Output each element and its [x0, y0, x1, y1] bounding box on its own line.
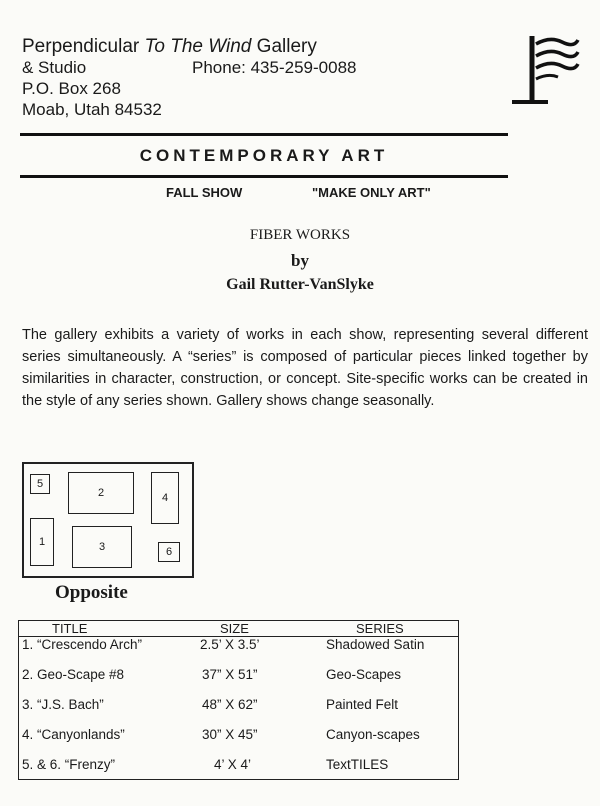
table-row-size: 30” X 45”	[202, 727, 258, 742]
po-box: P.O. Box 268	[22, 79, 121, 98]
table-row-title: 3. “J.S. Bach”	[22, 697, 104, 712]
layout-box-5: 5	[30, 474, 50, 494]
bottom-rule	[20, 175, 508, 178]
exhibit-by: by	[291, 251, 309, 270]
gallery-name-part: Gallery	[251, 36, 317, 57]
layout-box-2: 2	[68, 472, 134, 514]
table-row-series: Shadowed Satin	[326, 637, 425, 652]
table-row-series: Painted Felt	[326, 697, 399, 712]
table-row-series: Canyon-scapes	[326, 727, 420, 742]
city-address: Moab, Utah 84532	[22, 100, 162, 119]
table-row-size: 48” X 62”	[202, 697, 258, 712]
table-row-title: 4. “Canyonlands”	[22, 727, 125, 742]
gallery-name	[22, 36, 317, 58]
table-row-title: 2. Geo-Scape #8	[22, 667, 125, 682]
layout-map-label: Opposite	[55, 582, 128, 603]
table-row-size: 37” X 51”	[202, 667, 258, 682]
layout-box-6: 6	[158, 542, 180, 562]
fall-show-label: FALL SHOW	[166, 185, 243, 200]
layout-box-1: 1	[30, 518, 54, 566]
table-header-title: TITLE	[52, 621, 88, 636]
studio-line: & Studio	[22, 58, 87, 77]
table-row-size: 4’ X 4’	[214, 757, 252, 772]
gallery-name-part: Perpendicular	[22, 36, 145, 57]
table-header-size: SIZE	[220, 621, 249, 636]
layout-box-3: 3	[72, 526, 132, 568]
table-row-series: TextTILES	[326, 757, 389, 772]
gallery-name-italic: To The Wind	[144, 36, 252, 57]
top-rule	[20, 133, 508, 136]
layout-box-4: 4	[151, 472, 179, 524]
wind-flag-logo-icon	[510, 30, 580, 106]
phone-number: Phone: 435-259-0088	[192, 58, 357, 77]
table-row-series: Geo-Scapes	[326, 667, 402, 682]
contemporary-art-heading: CONTEMPORARY ART	[139, 146, 389, 165]
table-row-title: 1. “Crescendo Arch”	[22, 637, 143, 652]
artist-name: Gail Rutter-VanSlyke	[226, 276, 374, 293]
show-title: "MAKE ONLY ART"	[312, 185, 431, 200]
table-row-title: 5. & 6. “Frenzy”	[22, 757, 116, 772]
gallery-description: The gallery exhibits a variety of works in each show, representing several different series simultaneously. A “series” is composed of particular pieces linked together by similarities in character, construction, or concept. Site-specific works can be created in the style of any series shown. Gallery shows change seasonally.	[22, 327, 588, 409]
exhibit-title: FIBER WORKS	[249, 227, 351, 243]
table-header-series: SERIES	[356, 621, 404, 636]
table-row-size: 2.5’ X 3.5’	[200, 637, 260, 652]
